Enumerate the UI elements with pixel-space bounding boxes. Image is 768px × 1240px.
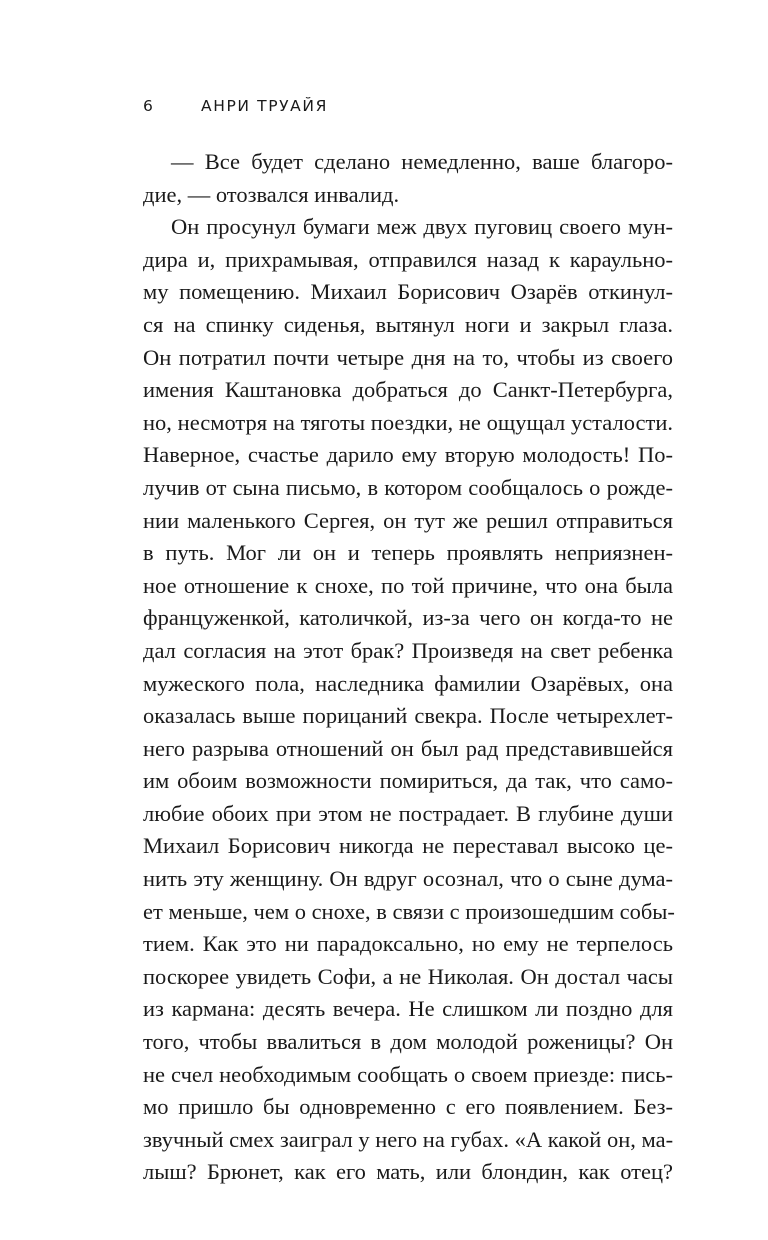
text-line: не счел необходимым сообщать о своем приезде: пись- xyxy=(143,1061,673,1087)
text-line: дие, — отозвался инвалид. xyxy=(143,181,400,207)
text-line: тием. Как это ни парадоксально, но ему не терпелось xyxy=(143,931,673,957)
text-line: нить эту женщину. Он вдруг осознал, что о сыне дума- xyxy=(143,866,673,892)
text-line: в путь. Мог ли он и теперь проявлять неприязнен- xyxy=(143,540,673,566)
text-line: поскорее увидеть Софи, а не Николая. Он достал часы xyxy=(143,963,673,989)
text-line: ное отношение к снохе, по той причине, что она была xyxy=(143,572,673,598)
text-line: мо пришло бы одновременно с его появлением. Без- xyxy=(143,1094,673,1120)
running-head xyxy=(143,94,328,118)
text-line: дал согласия на этот брак? Произведя на свет ребенка xyxy=(143,637,673,663)
text-line: дира и, прихрамывая, отправился назад к караульно- xyxy=(143,246,673,272)
text-line: Наверное, счастье дарило ему вторую молодость! По- xyxy=(143,442,673,468)
author-name: АНРИ ТРУАЙЯ xyxy=(201,97,328,115)
text-line: лучив от сына письмо, в котором сообщалось о рожде- xyxy=(143,474,673,500)
text-line: лыш? Брюнет, как его мать, или блондин, как отец? xyxy=(143,1159,673,1185)
text-line: нии маленького Сергея, он тут же решил отправиться xyxy=(143,507,673,533)
text-line: мужеского пола, наследника фамилии Озарёвых, она xyxy=(143,670,673,696)
text-line: Он просунул бумаги меж двух пуговиц своего мун- xyxy=(171,214,673,240)
text-line: Михаил Борисович никогда не переставал высоко це- xyxy=(143,833,673,859)
page-number: 6 xyxy=(143,97,155,115)
text-line: но, несмотря на тяготы поездки, не ощущал усталости. xyxy=(143,409,673,435)
text-line: им обоим возможности помириться, да так, что само- xyxy=(143,768,673,794)
text-line: Он потратил почти четыре дня на то, чтобы из своего xyxy=(143,344,673,370)
text-line: француженкой, католичкой, из-за чего он когда-то не xyxy=(143,605,673,631)
text-line: му помещению. Михаил Борисович Озарёв откинул- xyxy=(143,279,673,305)
text-line: оказалась выше порицаний свекра. После четырехлет- xyxy=(143,703,673,729)
text-line: ет меньше, чем о снохе, в связи с произошедшим собы- xyxy=(143,898,675,924)
text-line: имения Каштановка добраться до Санкт-Петербурга, xyxy=(143,377,673,403)
text-line: любие обоих при этом не пострадает. В глубине души xyxy=(143,800,673,826)
text-line: него разрыва отношений он был рад представившейся xyxy=(143,735,673,761)
text-line: — Все будет сделано немедленно, ваше благоро- xyxy=(171,149,673,174)
text-line: ся на спинку сиденья, вытянул ноги и закрыл глаза. xyxy=(143,311,673,337)
text-line: из кармана: десять вечера. Не слишком ли поздно для xyxy=(143,996,673,1022)
text-line: звучный смех заиграл у него на губах. «А какой он, ма- xyxy=(143,1126,674,1152)
body-text xyxy=(143,146,673,1189)
text-line: того, чтобы ввалиться в дом молодой роженицы? Он xyxy=(143,1029,673,1055)
